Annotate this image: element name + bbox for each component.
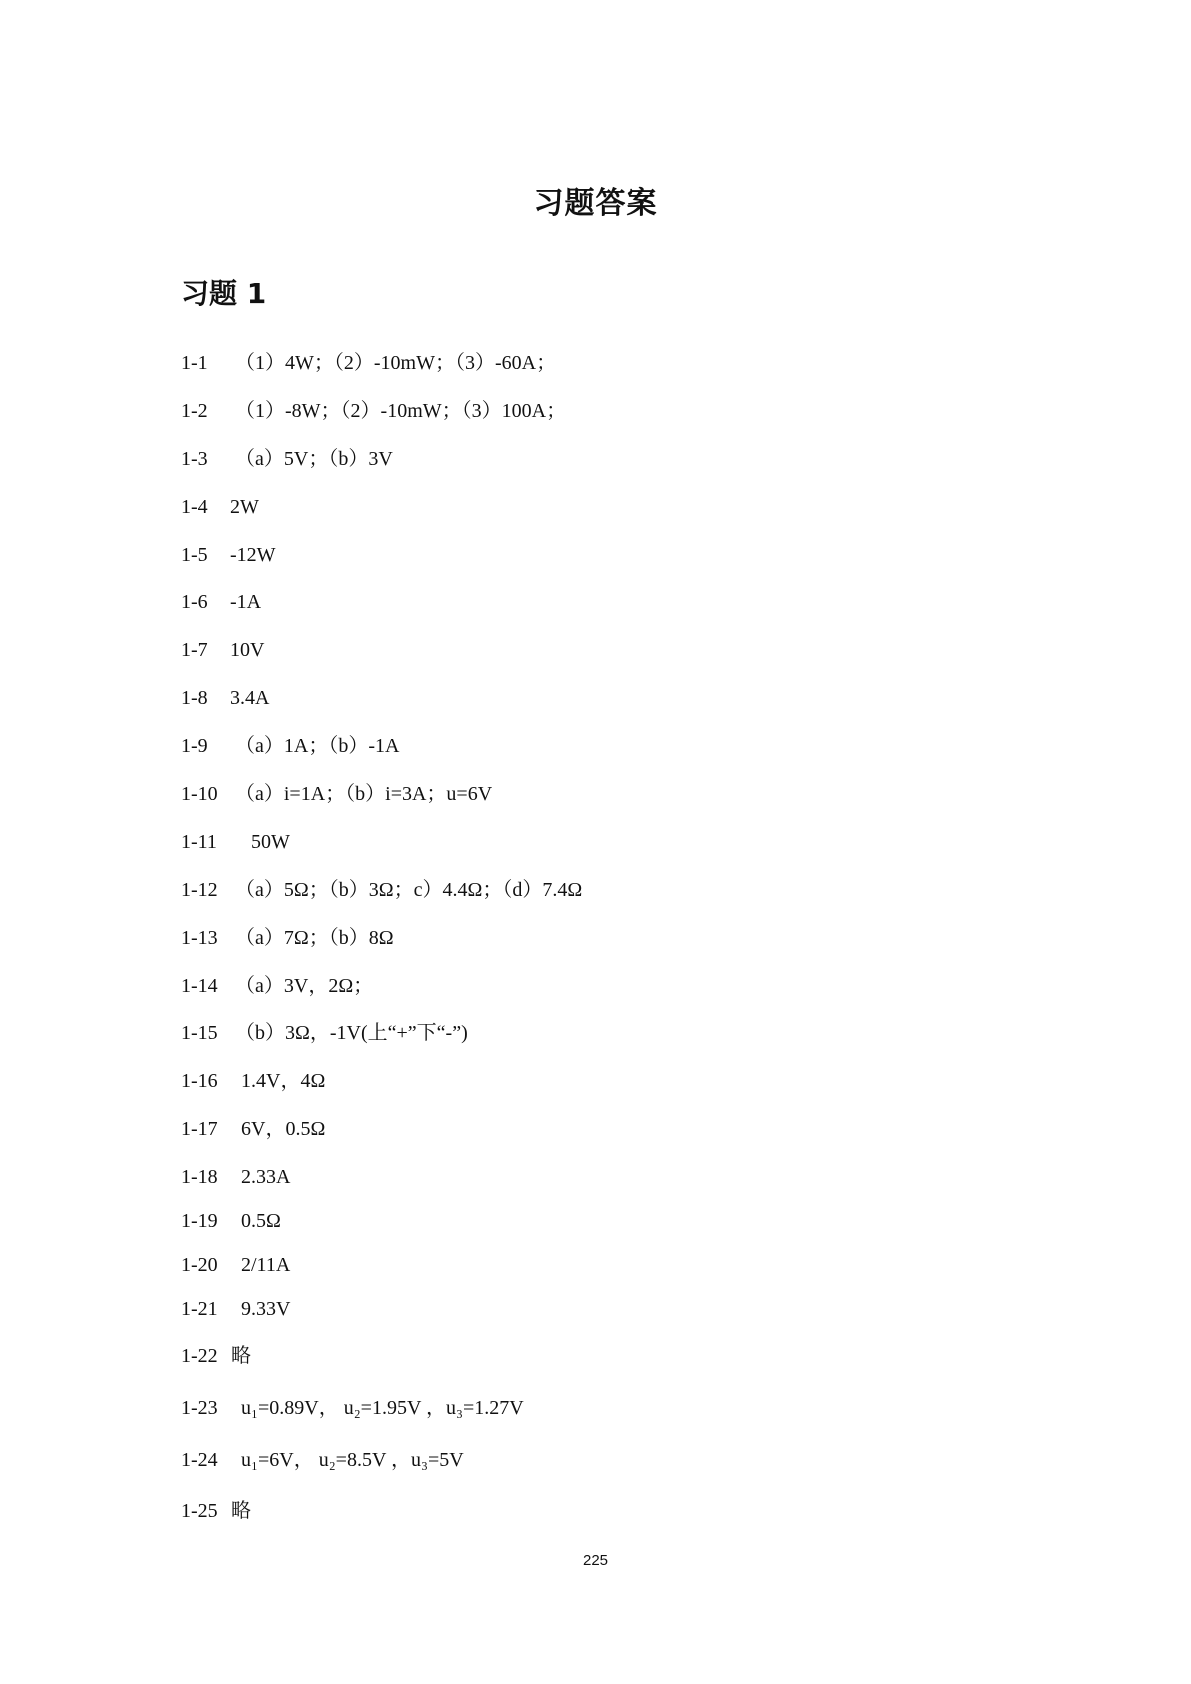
answer-row: [181, 587, 262, 617]
answer-row: [181, 875, 583, 905]
answer-number: 1-11: [181, 831, 217, 853]
answer-row: [181, 1445, 464, 1475]
answer-text: 略: [231, 1500, 251, 1522]
answer-row: [181, 540, 276, 570]
answer-number: 1-13: [181, 927, 218, 949]
answer-row: [181, 635, 265, 665]
answer-number: 1-6: [181, 591, 208, 613]
answer-row: [181, 731, 400, 761]
answer-row: [181, 1250, 291, 1280]
answer-number: 1-12: [181, 879, 218, 901]
answer-number: 1-17: [181, 1118, 218, 1140]
answer-text: 0.5Ω: [241, 1210, 281, 1232]
answer-row: [181, 1066, 326, 1096]
answer-row: [181, 1162, 291, 1192]
answer-number: 1-20: [181, 1254, 218, 1276]
answer-row: [181, 779, 493, 809]
section-heading: 习题 1: [181, 277, 267, 310]
answer-text: 3.4A: [230, 687, 270, 709]
answer-number: 1-18: [181, 1166, 218, 1188]
answer-number: 1-22: [181, 1345, 218, 1367]
answer-text: （a）5V；（b）3V: [235, 448, 393, 470]
answer-number: 1-23: [181, 1397, 218, 1419]
answer-text: 2.33A: [241, 1166, 291, 1188]
answer-text: （1）-8W；（2）-10mW；（3）100A；: [235, 400, 567, 422]
answer-row: [181, 1018, 468, 1048]
answer-text: 6V，0.5Ω: [241, 1118, 326, 1140]
answer-number: 1-5: [181, 544, 208, 566]
answer-row: [181, 1114, 326, 1144]
answer-number: 1-3: [181, 448, 208, 470]
answer-text: （a）i=1A；（b）i=3A；u=6V: [235, 783, 493, 805]
page-title: 习题答案: [533, 186, 658, 221]
answer-number: 1-21: [181, 1298, 218, 1320]
answer-text: u₁=6V， u₂=8.5V ，u₃=5V: [241, 1449, 464, 1471]
answer-number: 1-24: [181, 1449, 218, 1471]
answer-number: 1-15: [181, 1022, 218, 1044]
answer-number: 1-2: [181, 400, 208, 422]
page-number: 225: [582, 1552, 609, 1569]
answer-row: [181, 971, 374, 1001]
answer-row: [181, 348, 557, 378]
answer-text: （a）1A；（b）-1A: [235, 735, 400, 757]
answer-number: 1-10: [181, 783, 218, 805]
answer-row: [181, 1496, 251, 1526]
answer-number: 1-14: [181, 975, 218, 997]
answer-text: （a）5Ω；（b）3Ω；c）4.4Ω；（d）7.4Ω: [235, 879, 583, 901]
answer-number: 1-8: [181, 687, 208, 709]
answer-text: u₁=0.89V， u₂=1.95V ，u₃=1.27V: [241, 1397, 524, 1419]
answer-text: -1A: [230, 591, 262, 613]
answer-number: 1-19: [181, 1210, 218, 1232]
answer-row: [181, 1294, 291, 1324]
answer-row: [181, 492, 259, 522]
answer-row: [181, 683, 270, 713]
answer-number: 1-25: [181, 1500, 218, 1522]
answer-text: 10V: [230, 639, 265, 661]
answer-row: [181, 444, 393, 474]
answer-number: 1-1: [181, 352, 208, 374]
answer-text: （b）3Ω，-1V(上“+”下“-”): [235, 1022, 468, 1044]
answer-row: [181, 923, 394, 953]
answer-row: [181, 396, 567, 426]
answer-text: 1.4V，4Ω: [241, 1070, 326, 1092]
answer-text: 50W: [251, 831, 290, 853]
answer-row: [181, 1206, 281, 1236]
answer-text: 9.33V: [241, 1298, 291, 1320]
answer-row: [181, 1341, 251, 1371]
answer-text: （1）4W；（2）-10mW；（3）-60A；: [235, 352, 557, 374]
answer-text: （a）3V，2Ω；: [235, 975, 374, 997]
answer-text: 2W: [230, 496, 259, 518]
answer-number: 1-4: [181, 496, 208, 518]
answer-number: 1-16: [181, 1070, 218, 1092]
answer-row: [181, 1393, 524, 1423]
answer-text: 2/11A: [241, 1254, 291, 1276]
answer-text: 略: [231, 1345, 251, 1367]
answer-text: （a）7Ω；（b）8Ω: [235, 927, 394, 949]
answer-number: 1-7: [181, 639, 208, 661]
answer-row: [181, 827, 290, 857]
answer-number: 1-9: [181, 735, 208, 757]
answer-text: -12W: [230, 544, 276, 566]
